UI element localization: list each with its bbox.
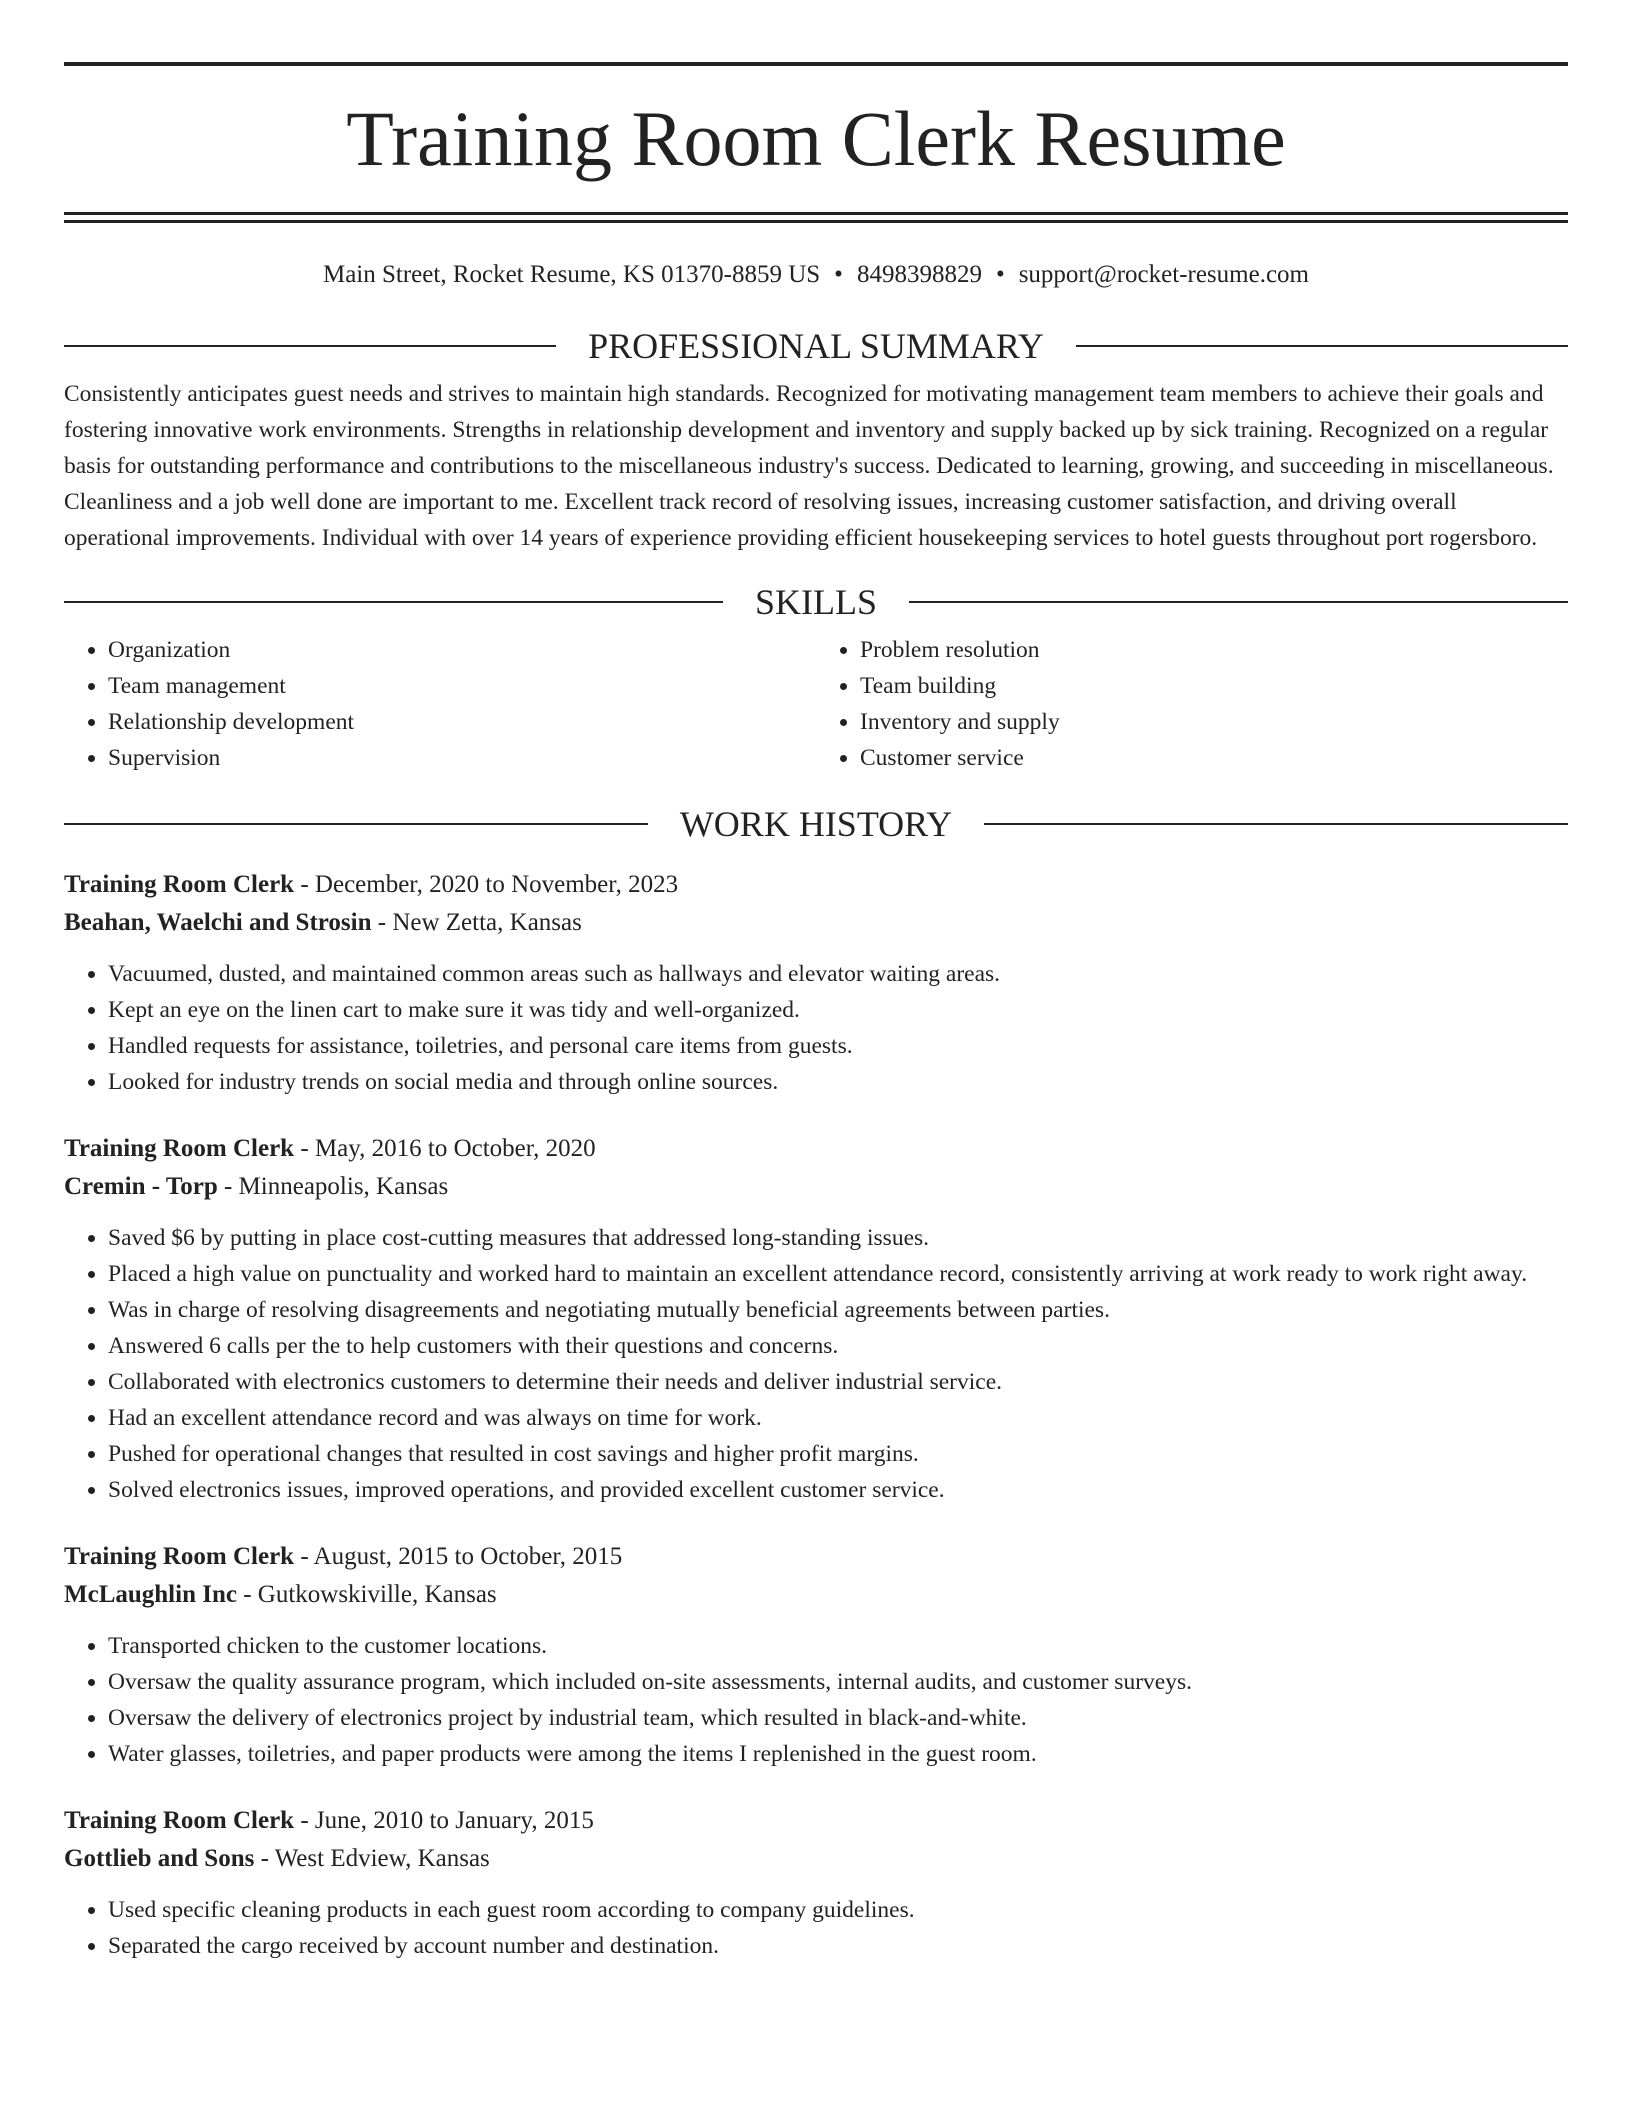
skill-item: • Team building <box>860 668 1568 704</box>
work-history <box>64 866 1568 1964</box>
job-title-line <box>64 1130 1568 1168</box>
job-bullet: • Had an excellent attendance record and was always on time for work. <box>108 1400 1568 1436</box>
work-heading <box>64 802 1568 846</box>
job-title-line <box>64 1802 1568 1840</box>
skill-item: • Relationship development <box>108 704 816 740</box>
job-bullet: • Water glasses, toiletries, and paper products were among the items I replenished in the guest room. <box>108 1736 1568 1772</box>
job-company-line <box>64 1168 1568 1206</box>
job-company-line <box>64 1576 1568 1614</box>
contact-address: Main Street, Rocket Resume, KS 01370-8859 US <box>322 261 821 288</box>
job-title-line <box>64 1538 1568 1576</box>
job-bullet: • Placed a high value on punctuality and worked hard to maintain an excellent attendance record, consistently arriving at work ready to work right away. <box>108 1256 1568 1292</box>
skill-item: • Inventory and supply <box>860 704 1568 740</box>
job-bullet: • Saved $6 by putting in place cost-cutting measures that addressed long-standing issues. <box>108 1220 1568 1256</box>
job-title: Training Room Clerk <box>64 1806 295 1834</box>
skill-item: • Organization <box>108 632 816 668</box>
job-bullet: • Pushed for operational changes that resulted in cost savings and higher profit margins. <box>108 1436 1568 1472</box>
summary-text: Consistently anticipates guest needs and strives to maintain high standards. Recognized for motivating management team members to achieve their goals and fostering innovative work environments. Strengths in relationship development and inventory and supply backed up by sick training. Recognized on a regular basis for outstanding performance and contributions to the miscellaneous industry's success. Dedicated to learning, growing, and succeeding in miscellaneous. Cleanliness and a job well done are important to me. Excellent track record of resolving issues, increasing customer satisfaction, and driving overall operational improvements. Individual with over 14 years of experience providing efficient housekeeping services to hotel guests throughout port rogersboro. <box>64 381 1554 551</box>
heading-rule-left <box>64 601 723 603</box>
skill-item: • Team management <box>108 668 816 704</box>
contact-separator: • <box>995 261 1005 288</box>
job-bullet: • Separated the cargo received by account number and destination. <box>108 1928 1568 1964</box>
job-bullet: • Oversaw the delivery of electronics project by industrial team, which resulted in black-and-white. <box>108 1700 1568 1736</box>
job-bullet: • Transported chicken to the customer locations. <box>108 1628 1568 1664</box>
job-location: - New Zetta, Kansas <box>371 908 582 936</box>
job-dates: - August, 2015 to October, 2015 <box>294 1542 623 1570</box>
skills-heading <box>64 580 1568 624</box>
job-bullet: • Kept an eye on the linen cart to make sure it was tidy and well-organized. <box>108 992 1568 1028</box>
job-entry <box>64 866 1568 1100</box>
job-location: - Minneapolis, Kansas <box>217 1172 449 1200</box>
job-bullet: • Looked for industry trends on social media and through online sources. <box>108 1064 1568 1100</box>
skill-item: • Supervision <box>108 740 816 776</box>
heading-rule-left <box>64 823 648 825</box>
resume-title: Training Room Clerk Resume <box>346 95 1286 182</box>
job-title-line <box>64 866 1568 904</box>
summary-heading-label: PROFESSIONAL SUMMARY <box>588 326 1044 366</box>
job-company: Gottlieb and Sons <box>64 1844 255 1872</box>
heading-rule-right <box>984 823 1568 825</box>
contact-phone: 8498398829 <box>856 261 982 288</box>
job-bullet: • Oversaw the quality assurance program, which included on-site assessments, internal audits, and customer surveys. <box>108 1664 1568 1700</box>
job-bullets <box>64 1220 1568 1508</box>
job-company-line <box>64 904 1568 942</box>
top-rule <box>64 62 1568 66</box>
job-bullet: • Answered 6 calls per the to help customers with their questions and concerns. <box>108 1328 1568 1364</box>
job-bullets <box>64 956 1568 1100</box>
job-company: Beahan, Waelchi and Strosin <box>64 908 372 936</box>
skills-heading-label: SKILLS <box>755 581 878 622</box>
job-entry <box>64 1130 1568 1508</box>
job-bullet: • Was in charge of resolving disagreements and negotiating mutually beneficial agreements between parties. <box>108 1292 1568 1328</box>
contact-separator: • <box>834 261 843 288</box>
job-title: Training Room Clerk <box>64 1542 295 1570</box>
title-double-rule <box>64 212 1568 223</box>
job-bullet: • Used specific cleaning products in each guest room according to company guidelines. <box>108 1892 1568 1928</box>
job-bullet: • Vacuumed, dusted, and maintained common areas such as hallways and elevator waiting areas. <box>108 956 1568 992</box>
skills-column-left <box>64 632 816 776</box>
job-entry <box>64 1538 1568 1772</box>
job-entry <box>64 1802 1568 1964</box>
job-location: - West Edview, Kansas <box>254 1844 490 1872</box>
job-bullet: • Collaborated with electronics customers to determine their needs and deliver industrial service. <box>108 1364 1568 1400</box>
skills-column-right <box>816 632 1568 776</box>
skill-item: • Problem resolution <box>860 632 1568 668</box>
job-company-line <box>64 1840 1568 1878</box>
job-bullets <box>64 1892 1568 1964</box>
work-heading-label: WORK HISTORY <box>679 803 953 844</box>
skills-list <box>64 632 1568 776</box>
job-dates: - June, 2010 to January, 2015 <box>294 1806 594 1834</box>
job-bullet: • Solved electronics issues, improved operations, and provided excellent customer service. <box>108 1472 1568 1508</box>
contact-line <box>64 260 1568 290</box>
job-title: Training Room Clerk <box>64 870 295 898</box>
heading-rule-right <box>1076 345 1568 347</box>
job-dates: - May, 2016 to October, 2020 <box>294 1134 596 1162</box>
job-company: Cremin - Torp <box>64 1172 218 1200</box>
job-company: McLaughlin Inc <box>64 1580 237 1608</box>
summary-heading <box>64 324 1568 368</box>
job-bullet: • Handled requests for assistance, toiletries, and personal care items from guests. <box>108 1028 1568 1064</box>
job-location: - Gutkowskiville, Kansas <box>236 1580 497 1608</box>
job-title: Training Room Clerk <box>64 1134 295 1162</box>
heading-rule-left <box>64 345 556 347</box>
contact-email: support@rocket-resume.com <box>1018 261 1309 288</box>
job-bullets <box>64 1628 1568 1772</box>
skill-item: • Customer service <box>860 740 1568 776</box>
job-dates: - December, 2020 to November, 2023 <box>294 870 679 898</box>
heading-rule-right <box>909 601 1568 603</box>
